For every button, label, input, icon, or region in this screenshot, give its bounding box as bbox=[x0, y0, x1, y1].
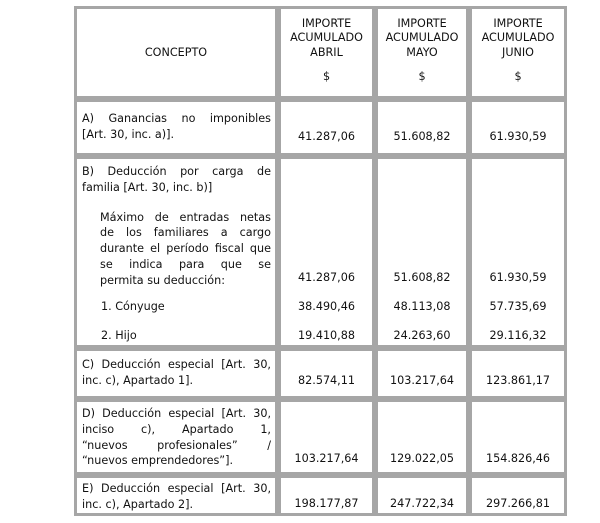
row-c-abril-cell bbox=[281, 351, 372, 396]
row-a-mayo-cell bbox=[378, 102, 466, 153]
hijo-junio-value: 29.116,32 bbox=[489, 329, 547, 342]
mayo-header-line-3: MAYO bbox=[406, 45, 438, 59]
row-b-concept bbox=[77, 159, 275, 345]
row-d bbox=[74, 402, 567, 472]
row-c-junio-cell bbox=[472, 351, 564, 396]
row-b-line-2: familia [Art. 30, inc. b)] bbox=[82, 180, 213, 194]
row-c-concept bbox=[77, 351, 275, 396]
row-c-line-1: C) Deducción especial [Art. 30, bbox=[82, 358, 271, 371]
row-c-mayo-value: 103.217,64 bbox=[389, 374, 455, 387]
row-a-junio-cell bbox=[472, 102, 564, 153]
row-e bbox=[74, 478, 567, 513]
row-e-mayo-cell bbox=[378, 478, 466, 513]
row-a-abril-value: 41.287,06 bbox=[298, 130, 355, 143]
mayo-header-line-2: ACUMULADO bbox=[385, 31, 459, 45]
row-c bbox=[74, 351, 567, 396]
row-d-line-2: inciso c), Apartado 1, bbox=[82, 422, 271, 436]
junio-header-line-3: JUNIO bbox=[502, 45, 534, 59]
row-d-junio-value: 154.826,46 bbox=[485, 452, 551, 465]
abril-header-cell bbox=[281, 9, 372, 96]
row-b-junio-value: 61.930,59 bbox=[489, 271, 547, 284]
mayo-header-cell bbox=[378, 9, 466, 96]
row-e-junio-value: 297.266,81 bbox=[485, 497, 551, 510]
row-a-concept bbox=[77, 102, 275, 153]
abril-header-line-3: ABRIL bbox=[310, 45, 343, 59]
row-d-mayo-cell bbox=[378, 402, 466, 472]
row-b-sub-line-2: de los familiares a cargo bbox=[100, 226, 271, 240]
row-c-junio-value: 123.861,17 bbox=[485, 374, 551, 387]
row-b bbox=[74, 159, 567, 345]
row-a-line-1: A) Ganancias no imponibles bbox=[82, 112, 271, 125]
row-b-line-1: B) Deducción por carga de bbox=[82, 165, 271, 178]
row-c-abril-value: 82.574,11 bbox=[298, 374, 355, 387]
junio-header-cell bbox=[472, 9, 564, 96]
deducciones-table bbox=[74, 6, 567, 516]
junio-header-line-2: ACUMULADO bbox=[481, 31, 555, 45]
row-c-line-2: inc. c), Apartado 1]. bbox=[82, 373, 194, 387]
conyuge-abril-value: 38.490,46 bbox=[298, 300, 355, 313]
row-e-mayo-value: 247.722,34 bbox=[389, 497, 455, 510]
row-c-mayo-cell bbox=[378, 351, 466, 396]
row-d-concept bbox=[77, 402, 275, 472]
table-header-row bbox=[74, 9, 567, 96]
hijo-abril-value: 19.410,88 bbox=[298, 329, 355, 342]
mayo-currency: $ bbox=[418, 69, 426, 83]
row-b-sub-line-4: se indica para que se bbox=[100, 257, 271, 271]
row-e-concept bbox=[77, 478, 275, 513]
row-d-line-4: “nuevos emprendedores”]. bbox=[82, 454, 234, 468]
row-b-abril-cell bbox=[281, 159, 372, 345]
conyuge-mayo-value: 48.113,08 bbox=[393, 300, 451, 313]
row-d-mayo-value: 129.022,05 bbox=[389, 452, 455, 465]
conyuge-label: 1. Cónyuge bbox=[101, 300, 165, 313]
row-b-sub-line-5: permita su deducción: bbox=[100, 273, 225, 287]
row-a-junio-value: 61.930,59 bbox=[489, 130, 547, 143]
row-d-junio-cell bbox=[472, 402, 564, 472]
row-b-mayo-cell bbox=[378, 159, 466, 345]
row-d-abril-value: 103.217,64 bbox=[294, 452, 359, 465]
row-a bbox=[74, 102, 567, 153]
conyuge-junio-value: 57.735,69 bbox=[489, 300, 547, 313]
row-e-abril-value: 198.177,87 bbox=[294, 497, 359, 510]
row-a-line-2: [Art. 30, inc. a)]. bbox=[82, 127, 175, 141]
hijo-mayo-value: 24.263,60 bbox=[393, 329, 451, 342]
abril-currency: $ bbox=[322, 69, 331, 83]
row-e-abril-cell bbox=[281, 478, 372, 513]
row-b-abril-value: 41.287,06 bbox=[298, 271, 355, 284]
concepto-header-cell bbox=[77, 9, 275, 96]
row-b-junio-cell bbox=[472, 159, 564, 345]
hijo-label: 2. Hijo bbox=[101, 329, 137, 342]
junio-currency: $ bbox=[514, 69, 522, 83]
row-d-line-1: D) Deducción especial [Art. 30, bbox=[82, 407, 271, 420]
row-e-line-1: E) Deducción especial [Art. 30, bbox=[82, 482, 271, 495]
abril-header-line-2: ACUMULADO bbox=[290, 31, 363, 45]
row-e-line-2: inc. c), Apartado 2]. bbox=[82, 497, 194, 511]
row-b-sub-line-3: durante el período fiscal que bbox=[100, 242, 271, 256]
row-d-line-3: “nuevos profesionales” / bbox=[82, 438, 271, 452]
row-d-abril-cell bbox=[281, 402, 372, 472]
row-b-mayo-value: 51.608,82 bbox=[393, 271, 451, 284]
row-a-abril-cell bbox=[281, 102, 372, 153]
row-b-sub-line-1: Máximo de entradas netas bbox=[100, 210, 271, 224]
junio-header-line-1: IMPORTE bbox=[493, 17, 543, 30]
mayo-header-line-1: IMPORTE bbox=[397, 17, 447, 30]
abril-header-line-1: IMPORTE bbox=[301, 17, 352, 30]
row-e-junio-cell bbox=[472, 478, 564, 513]
row-a-mayo-value: 51.608,82 bbox=[393, 130, 451, 143]
concepto-header: CONCEPTO bbox=[144, 45, 208, 59]
